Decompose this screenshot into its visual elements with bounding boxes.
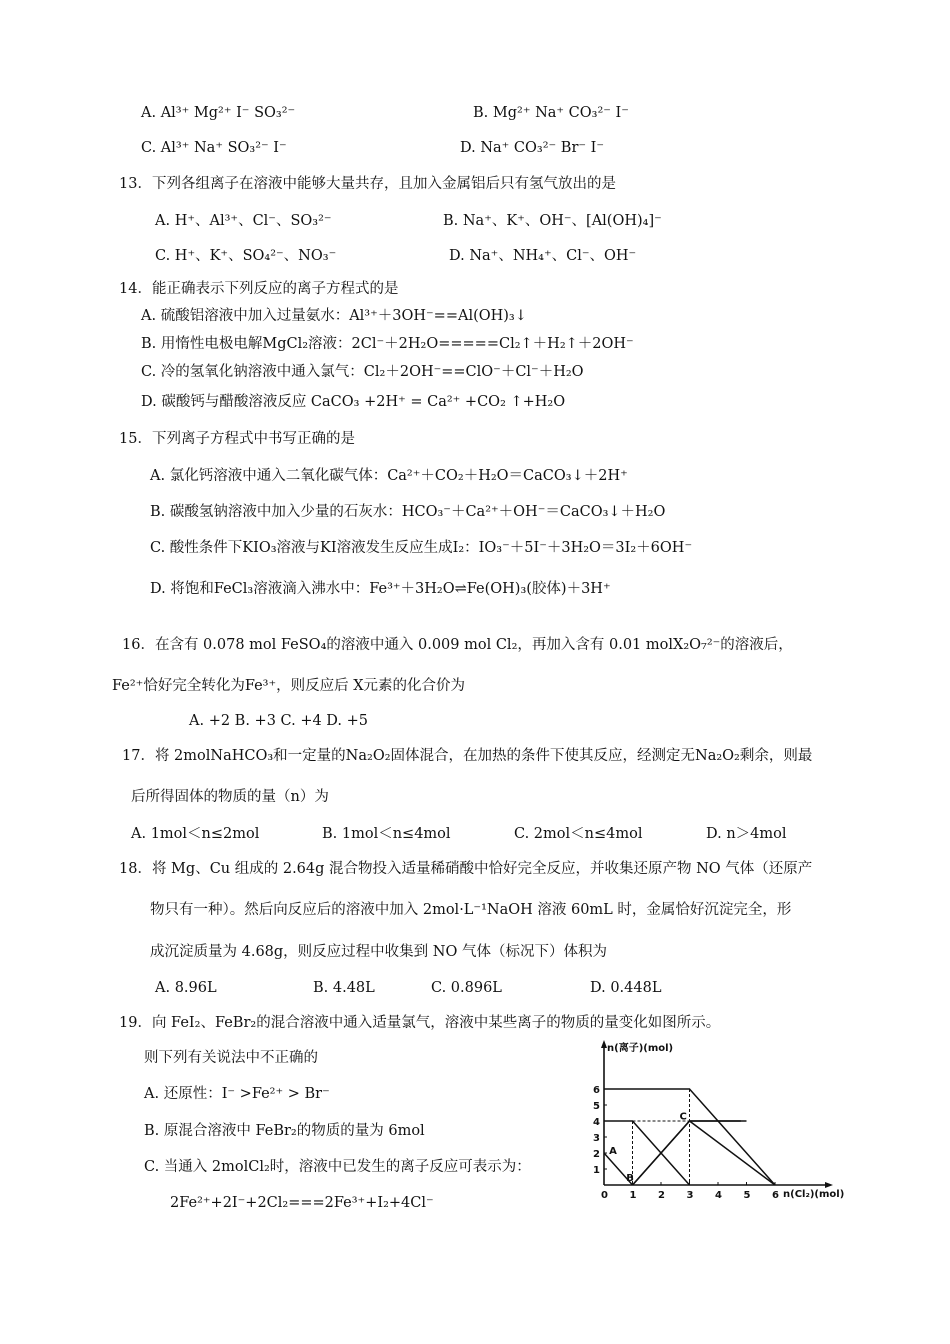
chart-series-label: A bbox=[609, 1145, 617, 1157]
chart-series-label: B bbox=[626, 1173, 634, 1184]
q12-option-d: D. Na⁺ CO₃²⁻ Br⁻ I⁻ bbox=[460, 140, 605, 156]
chart-axes bbox=[601, 1040, 833, 1188]
chart-y-tick-label: 3 bbox=[593, 1133, 600, 1144]
chart-x-tick-label: 0 bbox=[601, 1190, 608, 1201]
chart-y-axis-label: n(离子)(mol) bbox=[607, 1043, 674, 1054]
chart-x-tick-label: 1 bbox=[629, 1190, 637, 1201]
q13-option-c: C. H⁺、K⁺、SO₄²⁻、NO₃⁻ bbox=[155, 248, 337, 264]
q17-option-c: C. 2mol＜n≤4mol bbox=[514, 826, 643, 842]
chart-y-tick-label: 1 bbox=[593, 1165, 600, 1176]
chart-x-axis-arrow bbox=[825, 1182, 833, 1188]
chart-series-label: C bbox=[679, 1111, 687, 1123]
chart-x-tick-label: 4 bbox=[715, 1190, 722, 1201]
chart-y-tick-label: 2 bbox=[593, 1149, 600, 1160]
q19-option-c: C. 当通入 2molCl₂时，溶液中已发生的离子反应可表示为： bbox=[144, 1159, 531, 1175]
chart-y-tick-label: 4 bbox=[593, 1117, 600, 1128]
q16-line-2: Fe²⁺恰好完全转化为Fe³⁺，则反应后 X元素的化合价为 bbox=[112, 678, 466, 694]
q19-option-a: A. 还原性：I⁻ >Fe²⁺ > Br⁻ bbox=[144, 1086, 330, 1102]
q18-line-3: 成沉淀质量为 4.68g，则反应过程中收集到 NO 气体（标况下）体积为 bbox=[150, 944, 607, 960]
chart-x-tick-label: 5 bbox=[743, 1190, 751, 1201]
q16-options: A. +2 B. +3 C. +4 D. +5 bbox=[189, 713, 369, 729]
q12-option-c: C. Al³⁺ Na⁺ SO₃²⁻ I⁻ bbox=[141, 140, 287, 156]
q19-line-2: 则下列有关说法中不正确的 bbox=[144, 1050, 318, 1066]
q14-option-b: B. 用惰性电极电解MgCl₂溶液：2Cl⁻＋2H₂O=====Cl₂↑＋H₂↑＋2OH⁻ bbox=[141, 336, 634, 352]
q14-option-c: C. 冷的氢氧化钠溶液中通入氯气：Cl₂＋2OH⁻==ClO⁻＋Cl⁻＋H₂O bbox=[141, 364, 584, 380]
chart-x-tick-label: 6 bbox=[772, 1190, 779, 1201]
q15-option-a: A. 氯化钙溶液中通入二氧化碳气体：Ca²⁺＋CO₂＋H₂O＝CaCO₃↓＋2H⁺ bbox=[150, 468, 628, 484]
ion-amount-chart bbox=[585, 1035, 845, 1210]
q12-option-a: A. Al³⁺ Mg²⁺ I⁻ SO₃²⁻ bbox=[141, 105, 296, 121]
q13-option-a: A. H⁺、Al³⁺、Cl⁻、SO₃²⁻ bbox=[155, 213, 332, 229]
chart-y-tick-label: 6 bbox=[593, 1085, 600, 1096]
q14-stem: 14．能正确表示下列反应的离子方程式的是 bbox=[119, 281, 399, 297]
chart-ticks bbox=[593, 1085, 779, 1201]
q15-option-b: B. 碳酸氢钠溶液中加入少量的石灰水：HCO₃⁻＋Ca²⁺＋OH⁻＝CaCO₃↓＋H₂O bbox=[150, 504, 666, 520]
chart-x-tick-label: 3 bbox=[686, 1190, 694, 1201]
q17-option-a: A. 1mol＜n≤2mol bbox=[131, 826, 260, 842]
chart-y-tick-label: 5 bbox=[593, 1101, 600, 1112]
q13-stem: 13．下列各组离子在溶液中能够大量共存，且加入金属铝后只有氢气放出的是 bbox=[119, 176, 616, 192]
q17-line-1: 17．将 2molNaHCO₃和一定量的Na₂O₂固体混合，在加热的条件下使其反应，经测定无Na₂O₂剩余，则最 bbox=[122, 748, 813, 764]
q17-option-d: D. n＞4mol bbox=[706, 826, 787, 842]
q12-option-b: B. Mg²⁺ Na⁺ CO₃²⁻ I⁻ bbox=[473, 105, 629, 121]
q19-stem: 19．向 FeI₂、FeBr₂的混合溶液中通入适量氯气，溶液中某些离子的物质的量变化如图所示。 bbox=[119, 1015, 721, 1031]
q13-option-d: D. Na⁺、NH₄⁺、Cl⁻、OH⁻ bbox=[449, 248, 637, 264]
ion-amount-chart-svg bbox=[585, 1035, 845, 1210]
q18-line-2: 物只有一种）。然后向反应后的溶液中加入 2mol·L⁻¹NaOH 溶液 60mL 时，金属恰好沉淀完全，形 bbox=[150, 902, 792, 918]
q18-line-1: 18．将 Mg、Cu 组成的 2.64g 混合物投入适量稀硝酸中恰好完全反应，并收集还原产物 NO 气体（还原产 bbox=[119, 861, 813, 877]
q14-option-d: D. 碳酸钙与醋酸溶液反应 CaCO₃ +2H⁺ = Ca²⁺ +CO₂ ↑+H₂O bbox=[141, 394, 566, 410]
q18-option-d: D. 0.448L bbox=[590, 980, 662, 996]
chart-x-tick-label: 2 bbox=[658, 1190, 665, 1201]
q19-option-c-equation: 2Fe²⁺+2I⁻+2Cl₂===2Fe³⁺+I₂+4Cl⁻ bbox=[170, 1195, 434, 1211]
q13-option-b: B. Na⁺、K⁺、OH⁻、[Al(OH)₄]⁻ bbox=[443, 213, 662, 229]
q15-option-c: C. 酸性条件下KIO₃溶液与KI溶液发生反应生成I₂：IO₃⁻＋5I⁻＋3H₂O＝3I₂＋6OH⁻ bbox=[150, 540, 693, 556]
chart-series-line bbox=[690, 1121, 776, 1185]
chart-x-axis-label: n(Cl₂)(mol) bbox=[783, 1189, 845, 1200]
q18-option-b: B. 4.48L bbox=[313, 980, 375, 996]
chart-series bbox=[604, 1089, 775, 1185]
q18-option-c: C. 0.896L bbox=[431, 980, 502, 996]
q16-line-1: 16．在含有 0.078 mol FeSO₄的溶液中通入 0.009 mol Cl₂，再加入含有 0.01 molX₂O₇²⁻的溶液后， bbox=[122, 637, 793, 653]
q17-line-2: 后所得固体的物质的量（n）为 bbox=[131, 789, 329, 805]
q18-option-a: A. 8.96L bbox=[155, 980, 217, 996]
q14-option-a: A. 硫酸铝溶液中加入过量氨水：Al³⁺＋3OH⁻==Al(OH)₃↓ bbox=[141, 308, 527, 324]
q15-option-d: D. 将饱和FeCl₃溶液滴入沸水中：Fe³⁺＋3H₂O⇌Fe(OH)₃(胶体)＋3H⁺ bbox=[150, 581, 611, 597]
q17-option-b: B. 1mol＜n≤4mol bbox=[322, 826, 451, 842]
q15-stem: 15．下列离子方程式中书写正确的是 bbox=[119, 431, 355, 447]
q19-option-b: B. 原混合溶液中 FeBr₂的物质的量为 6mol bbox=[144, 1123, 425, 1139]
